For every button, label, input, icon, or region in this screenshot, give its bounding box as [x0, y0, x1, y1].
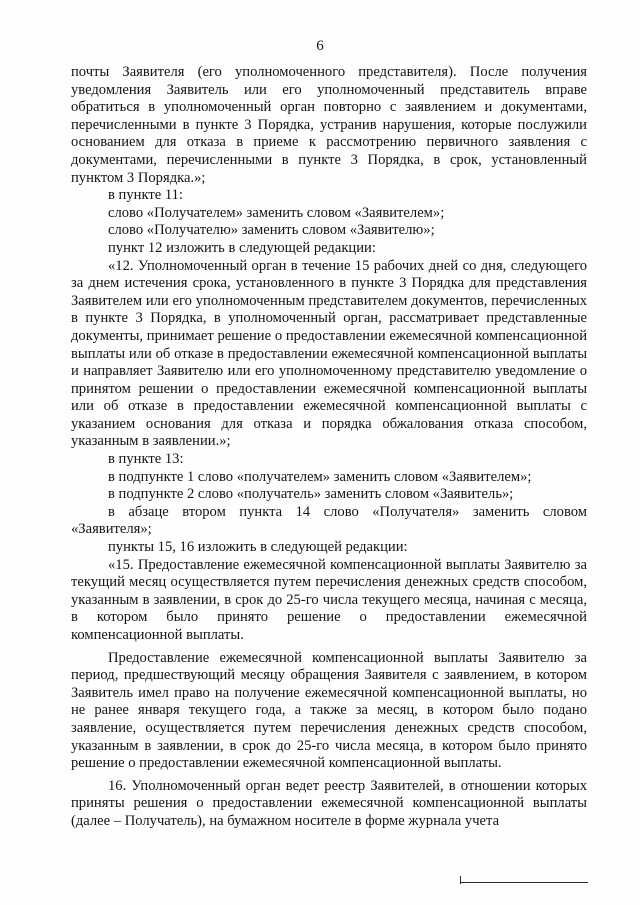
paragraph: слово «Получателем» заменить словом «Заявителем»; — [108, 204, 445, 221]
paragraph: в пункте 13: — [108, 451, 184, 468]
paragraph: 16. Уполномоченный орган ведет реестр Заявителей, в отношении которых приняты решения о предоставлении ежемесячной компенсационной выплаты (далее – Получатель), на бумажном носителе в форме журнала учета — [71, 777, 587, 829]
paragraph: почты Заявителя (его уполномоченного представителя). После получения уведомления Заявитель или его уполномоченный представитель вправе обратиться в уполномоченный орган повторно с заявлением и документами, перечисленными в пункте 3 Порядка, устранив нарушения, которые послужили основанием для отказа в приеме к рассмотрению первичного заявления с документами, перечисленными в пункте 3 Порядка, в срок, установленный пунктом 3 Порядка.»; — [71, 64, 587, 186]
paragraph: в пункте 11: — [108, 187, 183, 204]
paragraph: в подпункте 1 слово «получателем» заменить словом «Заявителем»; — [108, 468, 532, 485]
scan-edge-line — [460, 882, 588, 883]
paragraph: в подпункте 2 слово «получатель» заменить словом «Заявитель»; — [108, 486, 514, 503]
paragraph: Предоставление ежемесячной компенсационной выплаты Заявителю за период, предшествующий месяцу обращения Заявителя с заявлением, в котором Заявитель имел право на получение ежемесячной компенсационной выплаты, но не ранее января текущего года, а также за месяц, в котором было подано заявление, осуществляется путем перечисления денежных средств способом, указанным в заявлении, в срок до 25-го числа месяца, в котором было принято решение о предоставлении ежемесячной компенсационной выплаты. — [71, 649, 587, 772]
paragraph: слово «Получателю» заменить словом «Заявителю»; — [108, 222, 435, 239]
paragraph: пункт 12 изложить в следующей редакции: — [108, 239, 376, 256]
paragraph: пункты 15, 16 изложить в следующей редакции: — [108, 539, 408, 556]
paragraph: «12. Уполномоченный орган в течение 15 рабочих дней со дня, следующего за днем истечения срока, установленного в пункте 3 Порядка для представления Заявителем или его уполномоченным представителем документов, перечисленных в пункте 3 Порядка, в уполномоченный орган, рассматривает представленные документы, принимает решение о предоставлении ежемесячной компенсационной выплаты или об отказе в предоставлении ежемесячной компенсационной выплаты и направляет Заявителю или его уполномоченному представителю уведомление о принятом решении о предоставлении ежемесячной компенсационной выплаты или об отказе в предоставлении ежемесячной компенсационной выплаты с указанием основания для отказа и порядка обжалования отказа способом, указанным в заявлении.»; — [71, 257, 587, 450]
document-body — [71, 64, 587, 831]
paragraph: «15. Предоставление ежемесячной компенсационной выплаты Заявителю за текущий месяц осуществляется путем перечисления денежных средств способом, указанным в заявлении, в срок до 25-го числа текущего месяца, начиная с месяца, в котором было принято решение о предоставлении ежемесячной компенсационной выплаты. — [71, 556, 587, 643]
page-number: 6 — [316, 38, 324, 54]
paragraph: в абзаце втором пункта 14 слово «Получателя» заменить словом «Заявителя»; — [71, 503, 587, 538]
